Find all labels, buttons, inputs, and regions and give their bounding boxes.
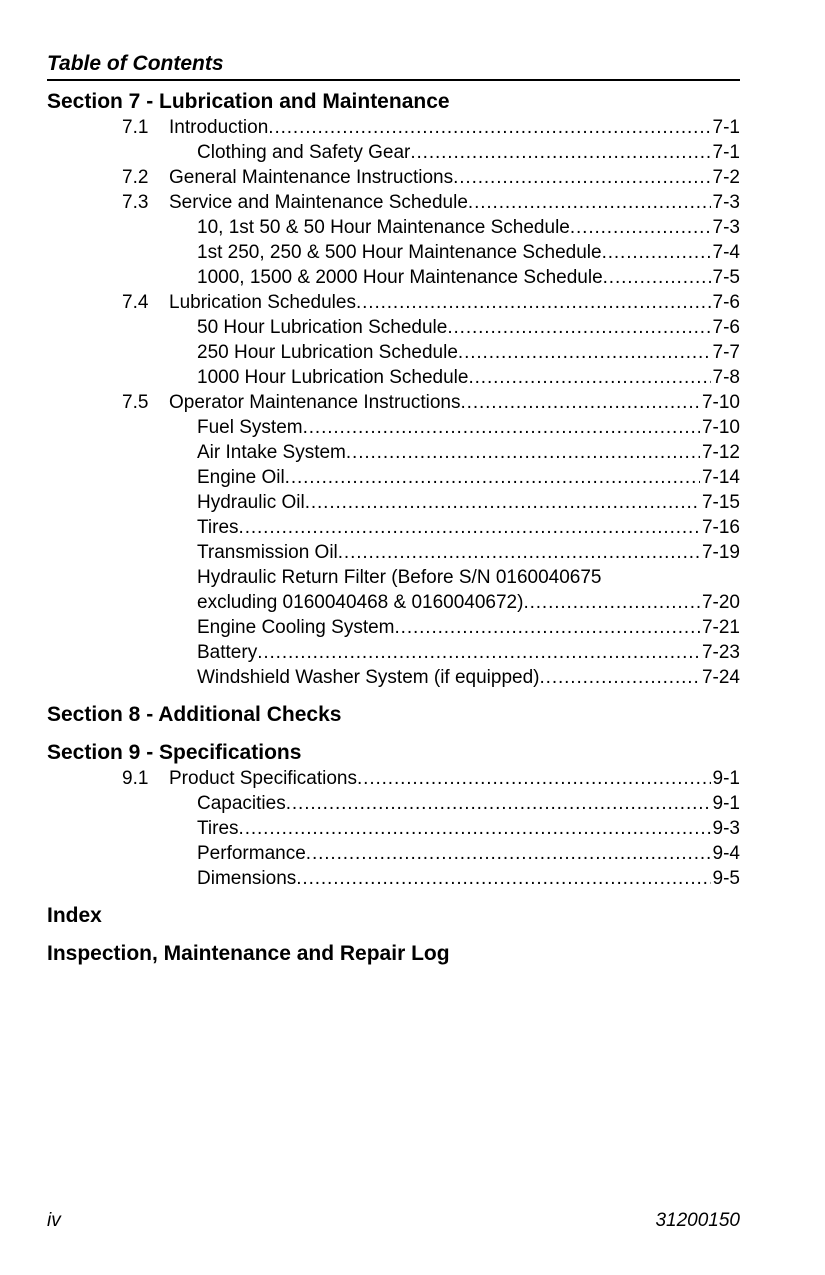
- entry-page: 7-21: [701, 617, 740, 638]
- entry-page: 7-2: [712, 167, 740, 188]
- toc-entry-tires[interactable]: [47, 515, 740, 540]
- entry-page: 7-12: [701, 442, 740, 463]
- entry-title: Windshield Washer System (if equipped): [197, 667, 540, 688]
- section-8-heading[interactable]: Section 8 - Additional Checks: [47, 703, 342, 726]
- toc-entry-7-5[interactable]: [47, 390, 740, 415]
- entry-number: 7.2: [122, 167, 149, 188]
- page-header-title: Table of Contents: [47, 50, 740, 81]
- entry-page: 7-15: [701, 492, 740, 513]
- toc-entry-50-hour-maintenance[interactable]: [47, 215, 740, 240]
- dot-leader: [338, 540, 700, 565]
- entry-title: Fuel System: [197, 417, 303, 438]
- dot-leader: [395, 615, 700, 640]
- entry-page: 7-20: [701, 592, 740, 613]
- dot-leader: [453, 165, 710, 190]
- toc-entry-engine-oil[interactable]: [47, 465, 740, 490]
- toc-entry-hydraulic-return-filter[interactable]: [47, 590, 740, 615]
- dot-leader: [303, 415, 700, 440]
- entry-page: 7-10: [701, 392, 740, 413]
- index-heading[interactable]: Index: [47, 904, 102, 927]
- entry-title: Hydraulic Oil: [197, 492, 305, 513]
- entry-title: 50 Hour Lubrication Schedule: [197, 317, 448, 338]
- toc-entry-9-1[interactable]: [47, 766, 740, 791]
- entry-page: 7-16: [701, 517, 740, 538]
- dot-leader: [523, 590, 700, 615]
- entry-page: 7-8: [712, 367, 740, 388]
- toc-entry-hydraulic-oil[interactable]: [47, 490, 740, 515]
- dot-leader: [570, 215, 711, 240]
- dot-leader: [602, 240, 711, 265]
- entry-page: 9-1: [712, 793, 740, 814]
- section-7-heading[interactable]: Section 7 - Lubrication and Maintenance: [47, 90, 450, 113]
- entry-title: Engine Oil: [197, 467, 285, 488]
- toc-entry-250-hour-lubrication[interactable]: [47, 340, 740, 365]
- entry-title: Tires: [197, 818, 239, 839]
- entry-page: 7-24: [701, 667, 740, 688]
- entry-page: 7-19: [701, 542, 740, 563]
- toc-entry-fuel-system[interactable]: [47, 415, 740, 440]
- dot-leader: [257, 640, 700, 665]
- toc-entry-1000-hour-lubrication[interactable]: [47, 365, 740, 390]
- entry-title: excluding 0160040468 & 0160040672): [197, 592, 524, 613]
- toc-entry-capacities[interactable]: [47, 791, 740, 816]
- entry-title: Product Specifications: [169, 768, 357, 789]
- footer-page-number: iv: [47, 1210, 61, 1231]
- toc-entry-clothing-safety-gear[interactable]: [47, 140, 740, 165]
- entry-title: Capacities: [197, 793, 286, 814]
- entry-page: 7-5: [712, 267, 740, 288]
- dot-leader: [458, 340, 711, 365]
- toc-entry-transmission-oil[interactable]: [47, 540, 740, 565]
- entry-title-line1: Hydraulic Return Filter (Before S/N 0160040675: [197, 567, 602, 588]
- dot-leader: [357, 766, 711, 791]
- entry-page: 7-4: [712, 242, 740, 263]
- dot-leader: [239, 816, 711, 841]
- entry-page: 9-4: [712, 843, 740, 864]
- dot-leader: [239, 515, 700, 540]
- entry-page: 9-3: [712, 818, 740, 839]
- toc-entry-hydraulic-return-filter-line1[interactable]: [47, 565, 740, 590]
- entry-title: Operator Maintenance Instructions: [169, 392, 461, 413]
- toc-entry-performance[interactable]: [47, 841, 740, 866]
- entry-number: 7.3: [122, 192, 149, 213]
- toc-entry-tires-specs[interactable]: [47, 816, 740, 841]
- toc-entry-7-4[interactable]: [47, 290, 740, 315]
- dot-leader: [603, 265, 711, 290]
- dot-leader: [468, 190, 711, 215]
- dot-leader: [468, 365, 710, 390]
- entry-title: General Maintenance Instructions: [169, 167, 454, 188]
- toc-entry-engine-cooling-system[interactable]: [47, 615, 740, 640]
- dot-leader: [305, 490, 700, 515]
- toc-entry-7-3[interactable]: [47, 190, 740, 215]
- dot-leader: [306, 841, 711, 866]
- entry-page: 7-14: [701, 467, 740, 488]
- table-of-contents: [47, 88, 740, 967]
- entry-page: 9-1: [712, 768, 740, 789]
- entry-title: 1000 Hour Lubrication Schedule: [197, 367, 469, 388]
- toc-entry-windshield-washer[interactable]: [47, 665, 740, 690]
- entry-number: 7.1: [122, 117, 149, 138]
- entry-title: 1000, 1500 & 2000 Hour Maintenance Schedule: [197, 267, 603, 288]
- log-heading[interactable]: Inspection, Maintenance and Repair Log: [47, 942, 450, 965]
- entry-page: 7-1: [712, 117, 740, 138]
- entry-title: Lubrication Schedules: [169, 292, 356, 313]
- dot-leader: [447, 315, 710, 340]
- toc-entry-dimensions[interactable]: [47, 866, 740, 891]
- entry-title: Engine Cooling System: [197, 617, 395, 638]
- entry-title: 1st 250, 250 & 500 Hour Maintenance Schedule: [197, 242, 602, 263]
- entry-number: 9.1: [122, 768, 149, 789]
- entry-title: Service and Maintenance Schedule: [169, 192, 468, 213]
- dot-leader: [268, 115, 710, 140]
- entry-title: Transmission Oil: [197, 542, 338, 563]
- toc-entry-7-1[interactable]: [47, 115, 740, 140]
- entry-page: 7-6: [712, 292, 740, 313]
- entry-title: Introduction: [169, 117, 269, 138]
- toc-entry-battery[interactable]: [47, 640, 740, 665]
- entry-title: Clothing and Safety Gear: [197, 142, 411, 163]
- entry-number: 7.5: [122, 392, 149, 413]
- entry-page: 7-1: [712, 142, 740, 163]
- entry-page: 9-5: [712, 868, 740, 889]
- entry-title: Performance: [197, 843, 306, 864]
- entry-title: 10, 1st 50 & 50 Hour Maintenance Schedule: [197, 217, 570, 238]
- toc-entry-1000-hour-maintenance[interactable]: [47, 265, 740, 290]
- entry-title: Dimensions: [197, 868, 297, 889]
- entry-title: 250 Hour Lubrication Schedule: [197, 342, 458, 363]
- entry-title: Tires: [197, 517, 239, 538]
- entry-title: Battery: [197, 642, 258, 663]
- dot-leader: [296, 866, 710, 891]
- entry-page: 7-6: [712, 317, 740, 338]
- dot-leader: [461, 390, 700, 415]
- dot-leader: [285, 465, 700, 490]
- entry-page: 7-3: [712, 217, 740, 238]
- toc-entry-air-intake-system[interactable]: [47, 440, 740, 465]
- entry-number: 7.4: [122, 292, 149, 313]
- dot-leader: [540, 665, 700, 690]
- dot-leader: [346, 440, 700, 465]
- dot-leader: [410, 140, 710, 165]
- entry-page: 7-7: [712, 342, 740, 363]
- toc-entry-250-hour-maintenance[interactable]: [47, 240, 740, 265]
- dot-leader: [356, 290, 711, 315]
- entry-title: Air Intake System: [197, 442, 346, 463]
- section-9-heading[interactable]: Section 9 - Specifications: [47, 741, 302, 764]
- entry-page: 7-3: [712, 192, 740, 213]
- entry-page: 7-23: [701, 642, 740, 663]
- footer-doc-number: 31200150: [655, 1210, 740, 1231]
- toc-entry-50-hour-lubrication[interactable]: [47, 315, 740, 340]
- toc-entry-7-2[interactable]: [47, 165, 740, 190]
- dot-leader: [286, 791, 711, 816]
- entry-page: 7-10: [701, 417, 740, 438]
